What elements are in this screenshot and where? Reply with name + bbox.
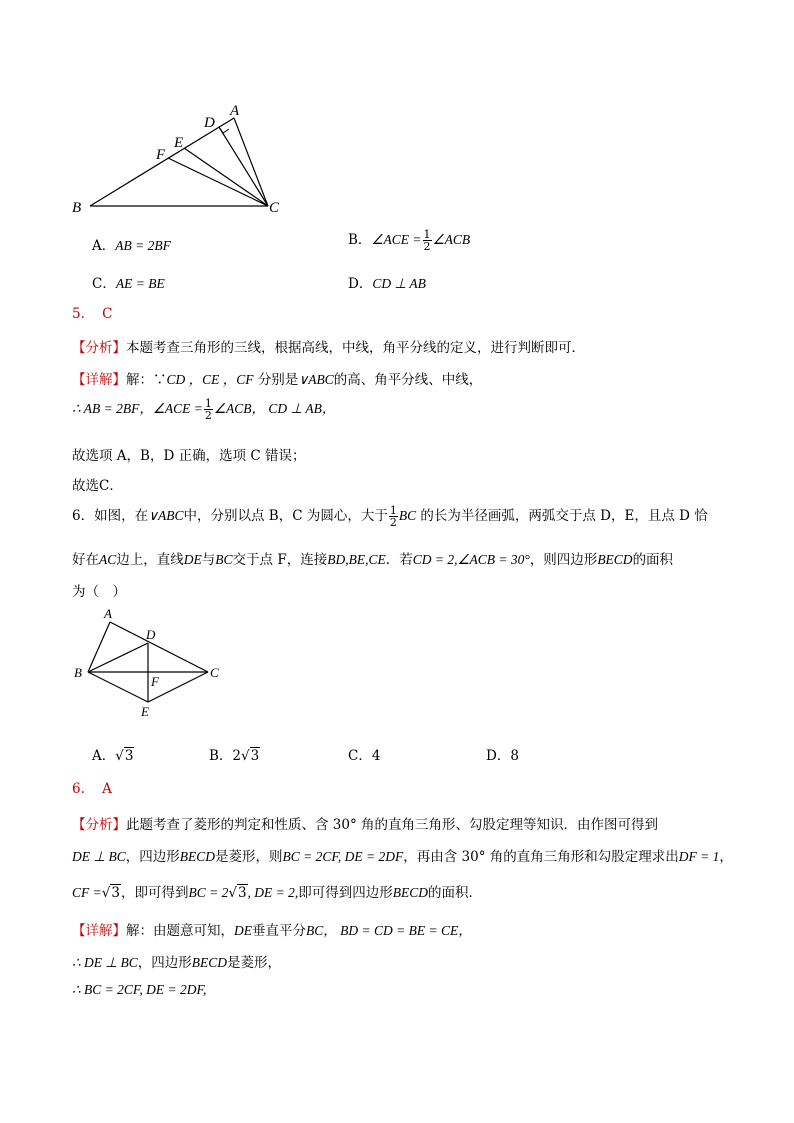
q6-option-a: A．√3 [92,748,134,764]
q5-option-a: A．AB = 2BF [92,238,171,254]
q5-detail-line4: 故选C． [72,478,123,494]
q6-analysis-line3: CF =√3，即可得到BC = 2√3, DE = 2,即可得到四边形BECD的面积． [72,885,483,901]
q5-option-b: B．∠ACE = $\frac{1}{2}$ ∠ACB [348,228,471,253]
fig2-label-f: F [151,674,159,689]
fig2-label-a: A [104,606,112,621]
fig2-label-d: D [146,627,156,642]
q6-option-c: C．4 [348,748,381,764]
q6-option-b: B．2√3 [209,748,260,764]
q5-detail-line2: ∴ AB = 2BF，∠ACE = $\frac{1}{2}$ ∠ACB， CD ⊥ AB， [72,397,336,422]
q5-option-c: C．AE = BE [92,276,165,292]
q6-stem-line1: 6．如图，在∨ABC中，分别以点 B，C 为圆心，大于 $\frac{1}{2}$ BC 的长为半径画弧，两弧交于点 D，E，且点 D 恰 [72,504,708,529]
q6-option-d: D．8 [486,748,519,764]
q6-detail-line2: ∴ DE ⊥ BC，四边形BECD是菱形， [72,955,281,971]
fraction: $\frac{1}{2}$ [389,504,397,529]
fig1-label-d: D [204,115,215,131]
q5-option-d: D．CD ⊥ AB [348,276,426,292]
fig2-label-b: B [74,665,82,680]
figure-rhombus-becd [70,606,230,722]
q6-stem-line2: 好在AC边上，直线DE与BC交于点 F，连接BD,BE,CE．若CD = 2,∠ACB = 30°，则四边形BECD的面积 [72,552,674,568]
figure-triangle-abc [68,98,288,218]
q5-detail-line1: 【详解】解：∵CD ，CE ，CF 分别是∨ABC的高、角平分线、中线， [72,372,483,388]
fig1-label-c: C [269,200,280,216]
q6-analysis-line1: 【分析】此题考查了菱形的判定和性质、含 30° 角的直角三角形、勾股定理等知识．由作图可得到 [72,817,659,833]
fig2-label-e: E [141,704,149,719]
q5-analysis: 【分析】本题考查三角形的三线，根据高线，中线，角平分线的定义，进行判断即可． [72,340,585,356]
fig1-label-e: E [174,135,184,151]
q5-answer: 5. C [72,306,113,322]
fig1-label-b: B [72,200,82,216]
q6-answer: 6. A [72,781,112,797]
fraction: $\frac{1}{2}$ [204,397,212,422]
q6-detail-line1: 【详解】解：由题意可知，DE垂直平分BC， BD = CD = BE = CE， [72,923,472,939]
q6-detail-line3: ∴ BC = 2CF, DE = 2DF, [72,982,207,997]
fig1-label-a: A [230,103,240,119]
q6-stem-line3: 为（ ） [72,584,126,600]
q6-analysis-line2: DE ⊥ BC，四边形BECD是菱形，则BC = 2CF, DE = 2DF，再由含 30° 角的直角三角形和勾股定理求出DF = 1， [72,849,733,865]
q5-detail-line3: 故选项 A，B，D 正确，选项 C 错误； [72,448,306,464]
fraction: $\frac{1}{2}$ [423,228,431,253]
fig2-label-c: C [210,665,219,680]
fig1-label-f: F [156,147,166,163]
